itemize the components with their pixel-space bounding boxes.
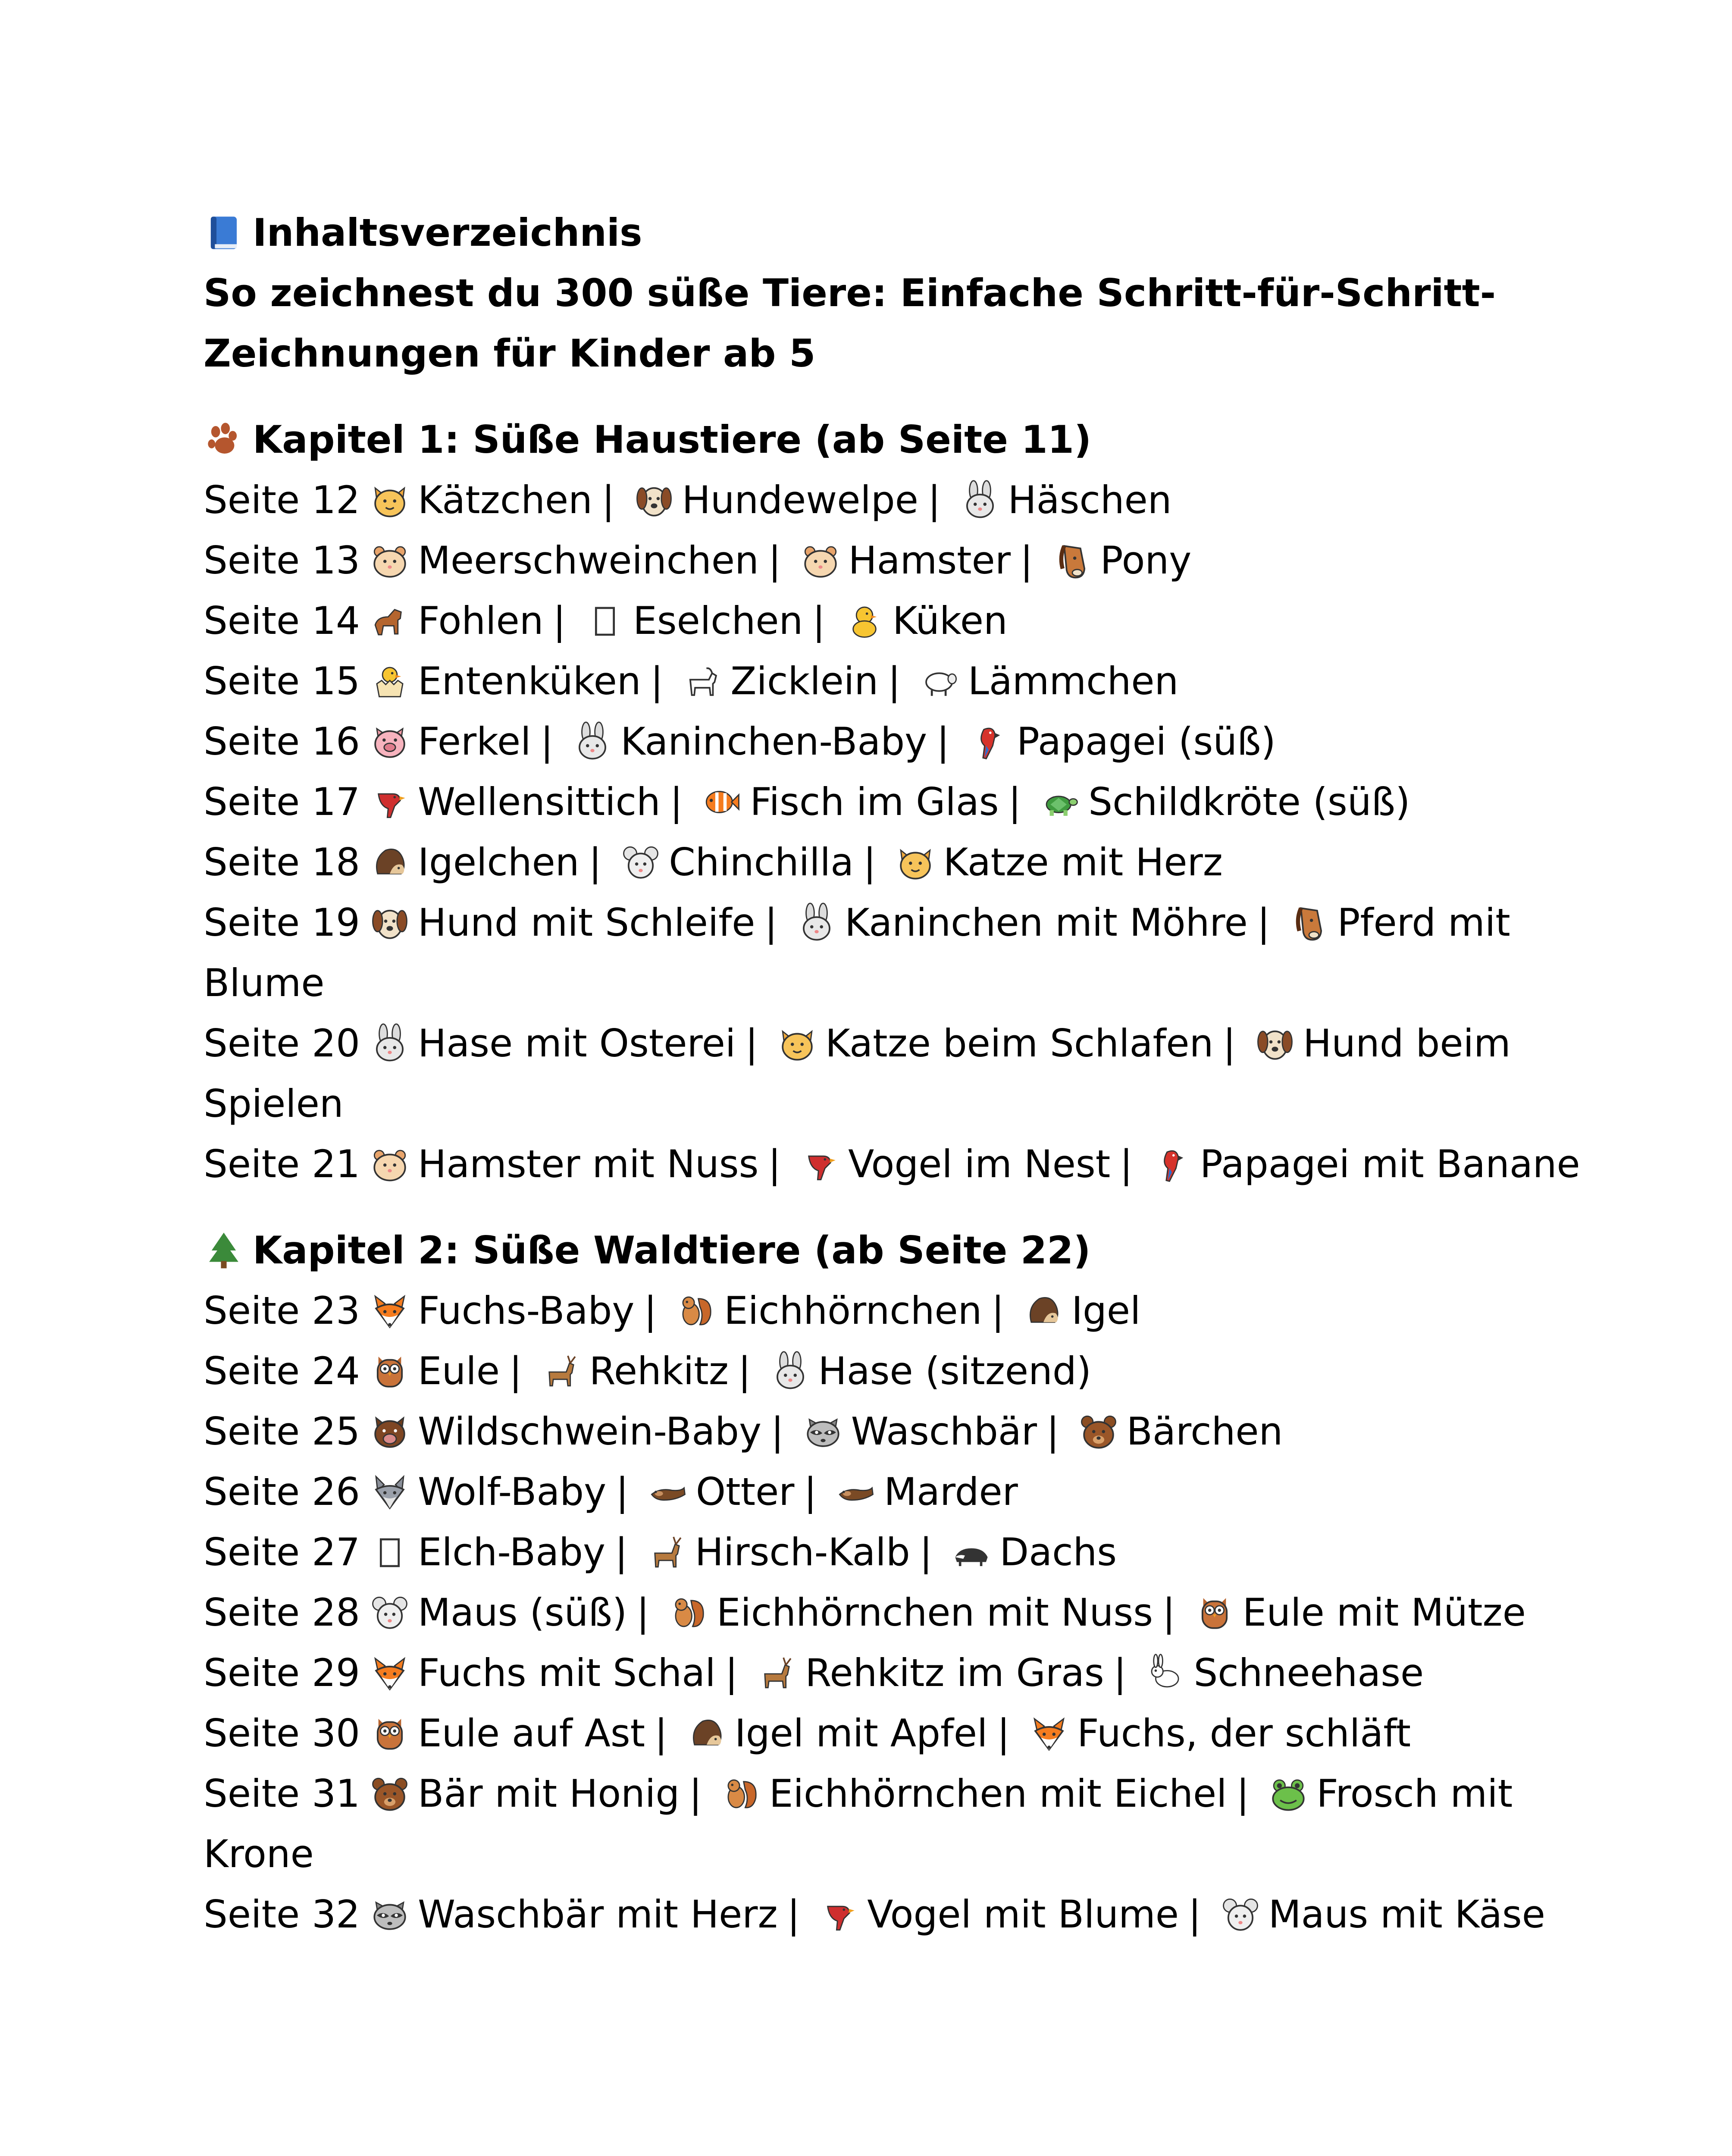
animal-label: Papagei mit Banane — [1200, 1142, 1580, 1186]
page-number: Seite 26 — [204, 1470, 360, 1514]
page-number: Seite 29 — [204, 1651, 360, 1695]
separator: | — [1046, 1409, 1059, 1454]
separator: | — [771, 1409, 784, 1454]
fox-face-icon — [370, 1291, 410, 1331]
toc-entry-continuation: Spielen — [204, 1081, 344, 1126]
bird-icon — [819, 1894, 859, 1935]
separator: | — [1113, 1651, 1127, 1695]
bird-icon — [800, 1144, 840, 1185]
pig-face-icon — [370, 721, 410, 762]
separator: | — [616, 1470, 629, 1514]
animal-label: Maus (süß) — [418, 1590, 627, 1635]
rabbit-face-icon — [796, 903, 837, 943]
toc-entry — [204, 1583, 1562, 1643]
animal-label: Kaninchen mit Möhre — [845, 900, 1248, 945]
animal-label: Hirsch-Kalb — [695, 1530, 910, 1574]
separator: | — [725, 1651, 738, 1695]
separator: | — [804, 1470, 817, 1514]
animal-label: Chinchilla — [669, 840, 854, 884]
wolf-face-icon — [370, 1472, 410, 1512]
page-number: Seite 18 — [204, 840, 360, 884]
chapters — [204, 410, 1580, 1945]
animal-label: Maus mit Käse — [1268, 1892, 1545, 1937]
animal-label: Hase mit Osterei — [418, 1021, 736, 1065]
bird-icon — [370, 782, 410, 822]
animal-label: Eichhörnchen — [724, 1288, 982, 1333]
deer-icon — [757, 1653, 797, 1693]
animal-label: Hund beim — [1303, 1021, 1511, 1065]
toc-entry — [204, 832, 1562, 893]
toc-entry — [204, 1013, 1562, 1074]
animal-label: Entenküken — [418, 659, 641, 703]
animal-label: Rehkitz — [589, 1349, 729, 1393]
animal-label: Fohlen — [418, 599, 544, 643]
separator: | — [1162, 1590, 1175, 1635]
animal-label: Zicklein — [730, 659, 879, 703]
page-number: Seite 14 — [204, 599, 360, 643]
separator: | — [1223, 1021, 1236, 1065]
toc-entry — [204, 470, 1562, 530]
animal-label: Meerschweinchen — [418, 538, 759, 583]
toc-entry — [204, 1522, 1562, 1583]
page-number: Seite 16 — [204, 719, 360, 764]
separator: | — [768, 538, 781, 583]
animal-label: Häschen — [1008, 478, 1172, 522]
page-number: Seite 25 — [204, 1409, 360, 1454]
tropical-fish-icon — [702, 782, 742, 822]
animal-label: Eichhörnchen mit Nuss — [716, 1590, 1153, 1635]
animal-label: Fuchs mit Schal — [418, 1651, 716, 1695]
separator: | — [644, 1288, 657, 1333]
animal-label: Eichhörnchen mit Eichel — [769, 1771, 1227, 1816]
missing-glyph-icon — [585, 601, 625, 641]
animal-label: Wolf-Baby — [418, 1470, 607, 1514]
toc-entry — [204, 530, 1562, 591]
animal-label: Eule mit Mütze — [1242, 1590, 1526, 1635]
rabbit-face-icon — [960, 480, 1000, 520]
separator: | — [919, 1530, 933, 1574]
separator: | — [863, 840, 876, 884]
animal-label: Vogel mit Blume — [867, 1892, 1179, 1937]
animal-label: Lämmchen — [968, 659, 1179, 703]
animal-label: Fuchs-Baby — [418, 1288, 635, 1333]
toc-heading-line — [204, 203, 1562, 263]
separator: | — [540, 719, 554, 764]
animal-label: Waschbär — [851, 1409, 1037, 1454]
hedgehog-icon — [1023, 1291, 1064, 1331]
dog-face-icon — [634, 480, 674, 520]
separator: | — [1008, 780, 1021, 824]
rabbit-face-icon — [370, 1023, 410, 1064]
animal-label: Marder — [884, 1470, 1018, 1514]
toc-entry — [204, 711, 1562, 772]
chipmunk-icon — [721, 1774, 761, 1814]
book-icon — [204, 213, 244, 253]
animal-label: Wellensittich — [418, 780, 661, 824]
goat-icon — [682, 661, 723, 702]
page-number: Seite 12 — [204, 478, 360, 522]
animal-label: Igel — [1071, 1288, 1141, 1333]
animal-label: Küken — [892, 599, 1008, 643]
separator: | — [1120, 1142, 1133, 1186]
animal-label: Katze mit Herz — [943, 840, 1223, 884]
page-number: Seite 27 — [204, 1530, 360, 1574]
animal-label: Ferkel — [418, 719, 531, 764]
table-of-contents — [204, 203, 1580, 1945]
animal-label: Kätzchen — [418, 478, 592, 522]
animal-label: Wildschwein-Baby — [418, 1409, 762, 1454]
animal-label: Kaninchen-Baby — [620, 719, 927, 764]
separator: | — [991, 1288, 1005, 1333]
deer-icon — [647, 1532, 687, 1573]
page-number: Seite 20 — [204, 1021, 360, 1065]
toc-entry — [204, 1134, 1580, 1194]
book-title-line-1: So zeichnest du 300 süße Tiere: Einfache Schritt-für-Schritt- — [204, 271, 1496, 315]
chipmunk-icon — [668, 1592, 709, 1633]
chapter-title: Kapitel 1: Süße Haustiere (ab Seite 11) — [253, 417, 1092, 462]
animal-label: Hundewelpe — [682, 478, 918, 522]
toc-entry — [204, 1281, 1562, 1341]
toc-entry — [204, 1764, 1562, 1824]
frog-face-icon — [1268, 1774, 1309, 1814]
animal-label: Bärchen — [1126, 1409, 1283, 1454]
toc-entry-continuation: Krone — [204, 1832, 314, 1876]
cat-face-icon — [370, 480, 410, 520]
hedgehog-icon — [370, 842, 410, 883]
otter-icon — [836, 1472, 876, 1512]
animal-label: Rehkitz im Gras — [805, 1651, 1104, 1695]
separator: | — [764, 900, 778, 945]
separator: | — [636, 1590, 649, 1635]
separator: | — [997, 1711, 1010, 1755]
toc-heading: Inhaltsverzeichnis — [253, 210, 642, 255]
mouse-face-icon — [620, 842, 661, 883]
toc-entry — [204, 772, 1562, 832]
boar-icon — [370, 1411, 410, 1452]
separator: | — [787, 1892, 800, 1937]
animal-label: Dachs — [999, 1530, 1117, 1574]
toc-entry — [204, 1462, 1562, 1522]
page-number: Seite 32 — [204, 1892, 360, 1937]
owl-icon — [370, 1351, 410, 1391]
page-number: Seite 19 — [204, 900, 360, 945]
badger-icon — [951, 1532, 992, 1573]
animal-label: Pferd mit — [1337, 900, 1510, 945]
turtle-icon — [1040, 782, 1081, 822]
paw-icon — [204, 420, 244, 460]
toc-entry — [204, 1643, 1562, 1703]
page-number: Seite 21 — [204, 1142, 360, 1186]
cat-face-icon — [777, 1023, 817, 1064]
fox-face-icon — [1029, 1713, 1069, 1754]
separator: | — [589, 840, 602, 884]
bear-face-icon — [370, 1774, 410, 1814]
dog-face-icon — [370, 903, 410, 943]
parrot-icon — [968, 721, 1009, 762]
deer-icon — [541, 1351, 582, 1391]
animal-label: Fisch im Glas — [750, 780, 999, 824]
toc-entry — [204, 1341, 1562, 1401]
animal-label: Hase (sitzend) — [818, 1349, 1092, 1393]
raccoon-icon — [370, 1894, 410, 1935]
animal-label: Hamster — [848, 538, 1011, 583]
animal-label: Igel mit Apfel — [734, 1711, 988, 1755]
book-title-line-2: Zeichnungen für Kinder ab 5 — [204, 331, 816, 376]
parrot-icon — [1152, 1144, 1192, 1185]
rabbit-icon — [1145, 1653, 1186, 1693]
animal-label: Elch-Baby — [418, 1530, 606, 1574]
toc-entry-continuation: Blume — [204, 961, 325, 1005]
page-number: Seite 13 — [204, 538, 360, 583]
separator: | — [738, 1349, 751, 1393]
toc-entry — [204, 1703, 1562, 1764]
animal-label: Fuchs, der schläft — [1077, 1711, 1411, 1755]
animal-label: Papagei (süß) — [1016, 719, 1276, 764]
page-number: Seite 31 — [204, 1771, 360, 1816]
toc-entry — [204, 1884, 1562, 1945]
mouse-face-icon — [1220, 1894, 1261, 1935]
raccoon-icon — [803, 1411, 843, 1452]
animal-label: Waschbär mit Herz — [418, 1892, 778, 1937]
separator: | — [655, 1711, 667, 1755]
toc-entry — [204, 651, 1562, 711]
page-number: Seite 30 — [204, 1711, 360, 1755]
animal-label: Frosch mit — [1316, 1771, 1513, 1816]
separator: | — [601, 478, 615, 522]
page-number: Seite 23 — [204, 1288, 360, 1333]
rabbit-face-icon — [770, 1351, 811, 1391]
separator: | — [509, 1349, 522, 1393]
toc-entry — [204, 1401, 1562, 1462]
owl-icon — [1194, 1592, 1235, 1633]
animal-label: Hund mit Schleife — [418, 900, 755, 945]
animal-label: Hamster mit Nuss — [418, 1142, 759, 1186]
chapter-title: Kapitel 2: Süße Waldtiere (ab Seite 22) — [253, 1228, 1091, 1272]
animal-label: Eselchen — [633, 599, 803, 643]
chipmunk-icon — [676, 1291, 716, 1331]
hamster-face-icon — [800, 540, 841, 581]
chapter-heading — [204, 410, 1562, 470]
page-number: Seite 17 — [204, 780, 360, 824]
toc-entry — [204, 591, 1562, 651]
separator: | — [670, 780, 683, 824]
rabbit-face-icon — [572, 721, 613, 762]
separator: | — [689, 1771, 702, 1816]
hamster-face-icon — [370, 540, 410, 581]
animal-label: Katze beim Schlafen — [825, 1021, 1214, 1065]
separator: | — [1188, 1892, 1201, 1937]
page-number: Seite 28 — [204, 1590, 360, 1635]
animal-label: Igelchen — [418, 840, 579, 884]
sheep-icon — [920, 661, 960, 702]
animal-label: Eule auf Ast — [418, 1711, 645, 1755]
animal-label: Pony — [1100, 538, 1192, 583]
separator: | — [615, 1530, 628, 1574]
hatching-chick-icon — [370, 661, 410, 702]
animal-label: Otter — [695, 1470, 795, 1514]
separator: | — [927, 478, 941, 522]
mouse-face-icon — [370, 1592, 410, 1633]
hedgehog-icon — [686, 1713, 727, 1754]
horse-face-icon — [1052, 540, 1093, 581]
separator: | — [768, 1142, 781, 1186]
horse-icon — [370, 601, 410, 641]
evergreen-tree-icon — [204, 1230, 244, 1271]
separator: | — [553, 599, 566, 643]
dog-face-icon — [1255, 1023, 1295, 1064]
separator: | — [1257, 900, 1270, 945]
fox-face-icon — [370, 1653, 410, 1693]
animal-label: Bär mit Honig — [418, 1771, 680, 1816]
cat-face-icon — [895, 842, 936, 883]
separator: | — [888, 659, 901, 703]
animal-label: Schneehase — [1193, 1651, 1424, 1695]
page-number: Seite 15 — [204, 659, 360, 703]
otter-icon — [648, 1472, 688, 1512]
separator: | — [1236, 1771, 1250, 1816]
chick-icon — [844, 601, 885, 641]
separator: | — [936, 719, 949, 764]
chapter-heading — [204, 1220, 1562, 1281]
separator: | — [1020, 538, 1033, 583]
animal-label: Schildkröte (süß) — [1088, 780, 1410, 824]
separator: | — [745, 1021, 758, 1065]
owl-icon — [370, 1713, 410, 1754]
bear-face-icon — [1078, 1411, 1119, 1452]
toc-entry — [204, 893, 1562, 953]
hamster-face-icon — [370, 1144, 410, 1185]
animal-label: Vogel im Nest — [848, 1142, 1111, 1186]
missing-glyph-icon — [370, 1532, 410, 1573]
horse-face-icon — [1289, 903, 1329, 943]
separator: | — [812, 599, 825, 643]
page-number: Seite 24 — [204, 1349, 360, 1393]
separator: | — [650, 659, 664, 703]
animal-label: Eule — [418, 1349, 500, 1393]
